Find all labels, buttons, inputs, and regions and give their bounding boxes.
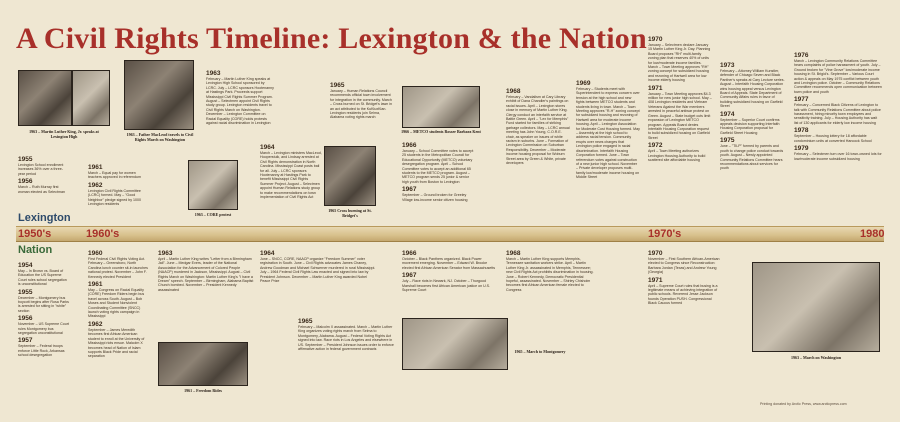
year-label: 1974 — [720, 110, 735, 118]
lex-1966 — [402, 142, 474, 204]
year-label: 1970 — [648, 250, 663, 257]
nation-1965 — [298, 318, 396, 353]
event-text: February – Students meet with Superintendent to express concern over tension at the high school and new fights between METCO students and students living in town. March – Town Meeting approves "R-H" zoning concept for subsidized housing and rezoning of Hartwell area for moderate income housing. April – Lexington Association for Moderate Cost Housing formed. May – Assembly at the high school to address racial tension. Community erupts over news charges that Lexington police engaged in racial discrimination. Interfaith Housing Corporation formed. June – Town referendum votes against construction of a new junior high school. November – Private developer proposes multi-family low/moderate income housing on Middle Street — [576, 87, 640, 180]
event-text: September – James Meredith becomes first African American student to enroll at the University of Mississippi riots ensue. Malcolm X becomes head of Nation of Islam supports Black Pride and racial separation — [88, 327, 145, 359]
nation-1966 — [402, 250, 498, 294]
nation-1964 — [260, 250, 378, 285]
event-text: First Federal Civil Rights Voting Act. February – Greensboro, North Carolina lunch counter sit-in launches national protest. November – John F. Kennedy elected President — [88, 257, 148, 279]
decade-1950s: 1950's — [18, 228, 52, 240]
year-label: 1978 — [794, 127, 809, 135]
lex-1964 — [260, 144, 322, 201]
event-text: February – Attorney William Kunstler, defender of Chicago Seven and Black Panther's speaks at Cary Lecture series. August – Interfaith Housing Corporation wins housing appeal versus Lexington Board of Appeals. State Department of Community Affairs rules in favor of building subsidized housing on Garfield Street — [720, 69, 785, 109]
event-text: December – Montgomery bus boycott begins after Rosa Parks is arrested for sitting in "white" section — [18, 295, 69, 313]
timeline-band — [16, 226, 884, 242]
caption-kavanaugh: 1963 – Father MacLeod travels to Civil Rights March on Washington — [126, 132, 194, 142]
year-label: 1970 — [648, 36, 663, 43]
year-label: 1966 — [402, 142, 417, 149]
event-text: April – Martin Luther King writes "Letter from a Birmingham Jail". June – Medgar Evers, leader of the National Association for the Advancement of Colored People (NAACP) murdered in Jackson, Mississippi. August – Civil Rights March on Washington: Martin Luther King's "I have a Dream" speech. September – Birmingham, Alabama Baptist Church bombed. November – President Kennedy assassinated — [158, 257, 254, 292]
event-text: February – Vandalism at Cary Library exhibit of Dana Chandler's paintings on racial issues. April – Lexington stores close in memory of Martin Luther King. Clergy conduct an interfaith service at Battle Green. April – "Lex for Memphis" Fund started for families of striking garbage collectors. May – LCRC annual meeting has John Young, C.O.R.E. chair, as speaker on issues of white racism in suburbs. June – Formation of Lexington Commission on Suburban Responsibility. December – Moderate income housing proposal for Woburn Street area by Green & White, private developers — [506, 95, 570, 166]
event-text: October – Black Panthers organized. Black Power movement emerging. November – Edward W. Brooke elected first African American Senator from Massachusetts — [402, 257, 496, 270]
lex-1970 — [648, 36, 712, 164]
caption-core: 1963 – CORE protest — [194, 212, 232, 217]
year-label: 1979 — [794, 145, 809, 153]
lex-1963 — [206, 70, 274, 127]
year-label: 1965 — [298, 318, 313, 325]
event-text: June – SNCC, CORE, NAACP organize "Freedom Summer" voter registration in South. June – Civil Rights advocates James Chaney, Andrew Goodman and Michael Schwerner murdered in rural Mississippi. July – 1964 Federal Civil Rights Law enacted and signed into law by President Johnson. December – Martin Luther King awarded Nobel Peace Prize — [260, 257, 376, 284]
photo-metco-students — [402, 86, 480, 128]
year-label: 1965 — [330, 82, 345, 89]
year-label: 1973 — [720, 62, 735, 69]
year-label: 1960 — [88, 250, 103, 257]
nation-1963 — [158, 250, 254, 294]
event-text: September – Ground broken for Greeley Village low-income senior citizen housing — [402, 193, 468, 202]
caption-metco: 1966 – METCO students Rosser Barbara Kent — [401, 129, 481, 134]
year-label: 1967 — [402, 272, 417, 280]
year-label: 1957 — [18, 337, 33, 345]
event-text: June – "TILP" formed by parents and youth to change police conduct towards youth. August – Newly appointed Community Relations Committee hears recommendations about services for youth — [720, 144, 784, 171]
year-label: 1962 — [88, 320, 103, 328]
event-text: Lexington Civil Rights Committee (LCRC) formed. May – "Good Neighbor" pledge signed by 1000 Lexington residents — [88, 188, 142, 207]
event-text: March – Ruth Murray first woman elected as Selectman — [18, 185, 65, 194]
event-text: March – Lexington Community Relations Committee hears complaints of police harassment of youth. July – Ground broken for "Vine Grove" low/moderate income housing in St. Brigid's. September – Various Court action & appeals on May 1975 conflict between youth and Lexington police. October – Community Relations Committee recommends open communication between town police and youth — [794, 59, 882, 94]
lex-1961 — [88, 164, 146, 208]
photo-march-washington-travel — [124, 60, 194, 130]
lex-1968 — [506, 88, 570, 168]
lex-1976 — [794, 52, 882, 163]
decade-1970s: 1970's — [648, 228, 682, 240]
year-label: 1975 — [720, 137, 735, 145]
caption-freedom-rides: 1961 – Freedom Rides — [184, 388, 222, 393]
year-label: 1968 — [506, 250, 521, 257]
photo-cross-burning — [324, 146, 376, 206]
caption-cross: 1965 Cross burning at St. Bridget's — [328, 208, 372, 218]
event-text: April – Town Meeting authorizes Lexington Housing Authority to build scattered site affordable housing — [648, 149, 706, 162]
year-label: 1966 — [402, 250, 417, 257]
year-label: 1955 — [18, 156, 33, 163]
lex-1965 — [330, 82, 394, 122]
year-label: 1969 — [576, 80, 591, 87]
event-text: November – First Southern African-American elected to Congress since Reconstruction: Barbara Jordan (Texas) and Andrew Young (Georgia) — [648, 257, 720, 275]
event-text: September – Superior Court confirms appeals decision supporting Interfaith Housing Corporation proposal for Garfield Street Housing — [720, 117, 780, 135]
lex-1969 — [576, 80, 640, 182]
decade-1960s: 1960's — [86, 228, 120, 240]
year-label: 1972 — [648, 142, 663, 150]
year-label: 1954 — [18, 262, 33, 269]
year-label: 1964 — [260, 144, 275, 151]
photo-core-protest — [188, 160, 238, 210]
decade-1980: 1980 — [860, 228, 885, 240]
year-label: 1964 — [260, 250, 275, 257]
event-text: May – In Brown vs. Board of Education the US Supreme Court rules school segregation is unconstitutional — [18, 269, 67, 287]
event-text: February – Malcolm X assassinated. March – Martin Luther King organizes voting rights march from Selma to Montgomery, Alabama. August – Federal Voting Rights Act signed into law. Race riots in Los Angeles and elsewhere in US. September – President Johnson issues order to enforce affirmative action in federal government contracts — [298, 325, 394, 352]
event-text: March – Martin Luther King supports Memphis, Tennessee sanitation workers strike. April – Martin Luther King Jr. assassinated in Memphis, Tennessee; new Civil Rights Act prohibits discrimination in housing. June – Robert Kennedy, Democratic Presidential hopeful, assassinated. November – Shirley Chisholm becomes first African American female elected to Congress — [506, 257, 594, 292]
year-label: 1967 — [402, 186, 417, 194]
event-text: March – Equal pay for women teachers approved in referendum — [88, 171, 141, 180]
caption-mlk: 1963 – Martin Luther King, Jr. speaks at Lexington High — [29, 129, 99, 139]
year-label: 1956 — [18, 178, 33, 186]
lex-1955 — [18, 156, 66, 196]
year-label: 1962 — [88, 181, 103, 189]
event-text: January – Selectmen declare January 15 Martin Luther King Jr. Day. Planning Board proposes "RH" multi-family zoning plan that reserves 40% of units for low/moderate income families. March – Town Meeting approves "RH" zoning concept for subsidized housing and rezoning of Hartwell area for low income elderly housing — [648, 43, 711, 83]
event-text: May – Congress on Racial Equality (CORE) Freedom Riders begin bus travel across South. August – Bob Moses and Student Nonviolent Coordinating Committee (SNCC) launch voting rights campaign in Mississippi — [88, 288, 145, 319]
printing-credit: Printing donated by Arctic Press, www.arcticpress.com — [760, 402, 847, 406]
event-text: Lexington School enrollment increases 36% over a three-year period — [18, 163, 64, 176]
photo-march-montgomery — [402, 318, 508, 370]
caption-march-montgomery: 1965 – March to Montgomery — [514, 349, 566, 354]
nation-1960 — [88, 250, 150, 361]
year-label: 1971 — [648, 84, 663, 92]
photo-mlk-lexington-2 — [72, 70, 110, 126]
event-text: March – Lexington ministers MacLeod, Hooperstuik, and Lindsay arrested at Civil Rights demonstration in North Carolina. Mississippi Coast posts bail for all. July – LCRC sponsors Hootenanny at Hastings Park to benefit Mississippi Civil Rights Summer Project. August – Selectmen appoint Human Relations study group to make recommendations on town implementation of Civil Rights Act — [260, 151, 322, 200]
nation-1968 — [506, 250, 596, 294]
year-label: 1968 — [506, 88, 521, 95]
event-text: September – Federal troops enforce Little Rock, Arkansas school desegregation — [18, 344, 65, 358]
event-text: February – Selectmen turn over 16 town-owned lots for low/moderate income subsidized housing — [794, 152, 882, 161]
event-text: July – Race riots in Newark, NJ. October – Thurgood Marshall becomes first African American justice on U.S. Supreme Court — [402, 279, 491, 293]
section-label-lexington: Lexington — [18, 212, 71, 224]
event-text: September – Housing lottery for 18 affordable condominium units at converted Hancock School — [794, 134, 872, 143]
year-label: 1961 — [88, 164, 103, 171]
year-label: 1963 — [158, 250, 173, 257]
year-label: 1976 — [794, 52, 809, 59]
year-label: 1963 — [206, 70, 221, 77]
nation-1954 — [18, 262, 70, 360]
event-text: January – School Committee votes to accept 25 students in the Metropolitan Council for Educational Opportunity (METCO) voluntary desegregation program. April – School Committee votes to accept an additional 65 students to the METCO program. August – METCO program sends 25 junior & senior high youth from Boston to Lexington — [402, 149, 474, 184]
caption-march-washington: 1963 – March on Washington — [790, 355, 842, 360]
year-label: 1971 — [648, 276, 663, 284]
nation-1970 — [648, 250, 720, 308]
photo-march-washington — [752, 262, 880, 352]
event-text: April – Supreme Court rules that busing is a legitimate means of achieving integration of public schools. Reverend Jesse Jackson founds Operation PUSH. Congressional Black Caucus formed — [648, 283, 718, 306]
photo-mlk-lexington — [18, 70, 72, 126]
year-label: 1977 — [794, 96, 809, 104]
year-label: 1955 — [18, 288, 33, 296]
year-label: 1956 — [18, 315, 33, 323]
lex-1973 — [720, 62, 786, 173]
event-text: November – US Supreme Court rules Montgomery bus segregation unconstitutional — [18, 322, 69, 336]
section-label-nation: Nation — [18, 244, 53, 256]
event-text: January – Human Relations Council recommends official town involvement for integration in the community. March – Cross burned on St. Bridget's lawn in an act attributed to the KuKluxKlan. Lexington residents join Selma, Alabama voting rights march — [330, 89, 393, 120]
year-label: 1961 — [88, 281, 103, 289]
event-text: January – Town Meeting approves $4.3 million for new junior high school. May – 408 Lexington residents and Vietnam Veterans Against the War members arrested in peaceful antiwar protest on Green. August – State budget cuts limit expansion of Lexington METCO program. Appeals Board denies Interfaith Housing Corporation request to build subsidized housing on Garfield Street — [648, 91, 712, 140]
photo-freedom-rides — [158, 342, 248, 386]
event-text: February – Martin Luther King speaks at Lexington High School sponsored by LCRC. July – LCRC sponsors Hootenanny at Hastings Park. Proceeds support Mississippi Civil Rights Summer Program. August – Selectmen appoint Civil Rights study group. Lexington residents travel to Civil Rights March on Washington. December – Lexington Committee on Racial Equality (CORE) holds protests against racial discrimination in Lexington — [206, 77, 274, 126]
event-text: February – Concerned Black Citizens of Lexington to talk with Community Relations Committee about police harassment, hiring minority town employees and sensitivity training. July – Housing Authority has wait list of 130 applicants for elderly low income housing — [794, 103, 881, 125]
page-title: A Civil Rights Timeline: Lexington & the Nation — [16, 22, 647, 55]
